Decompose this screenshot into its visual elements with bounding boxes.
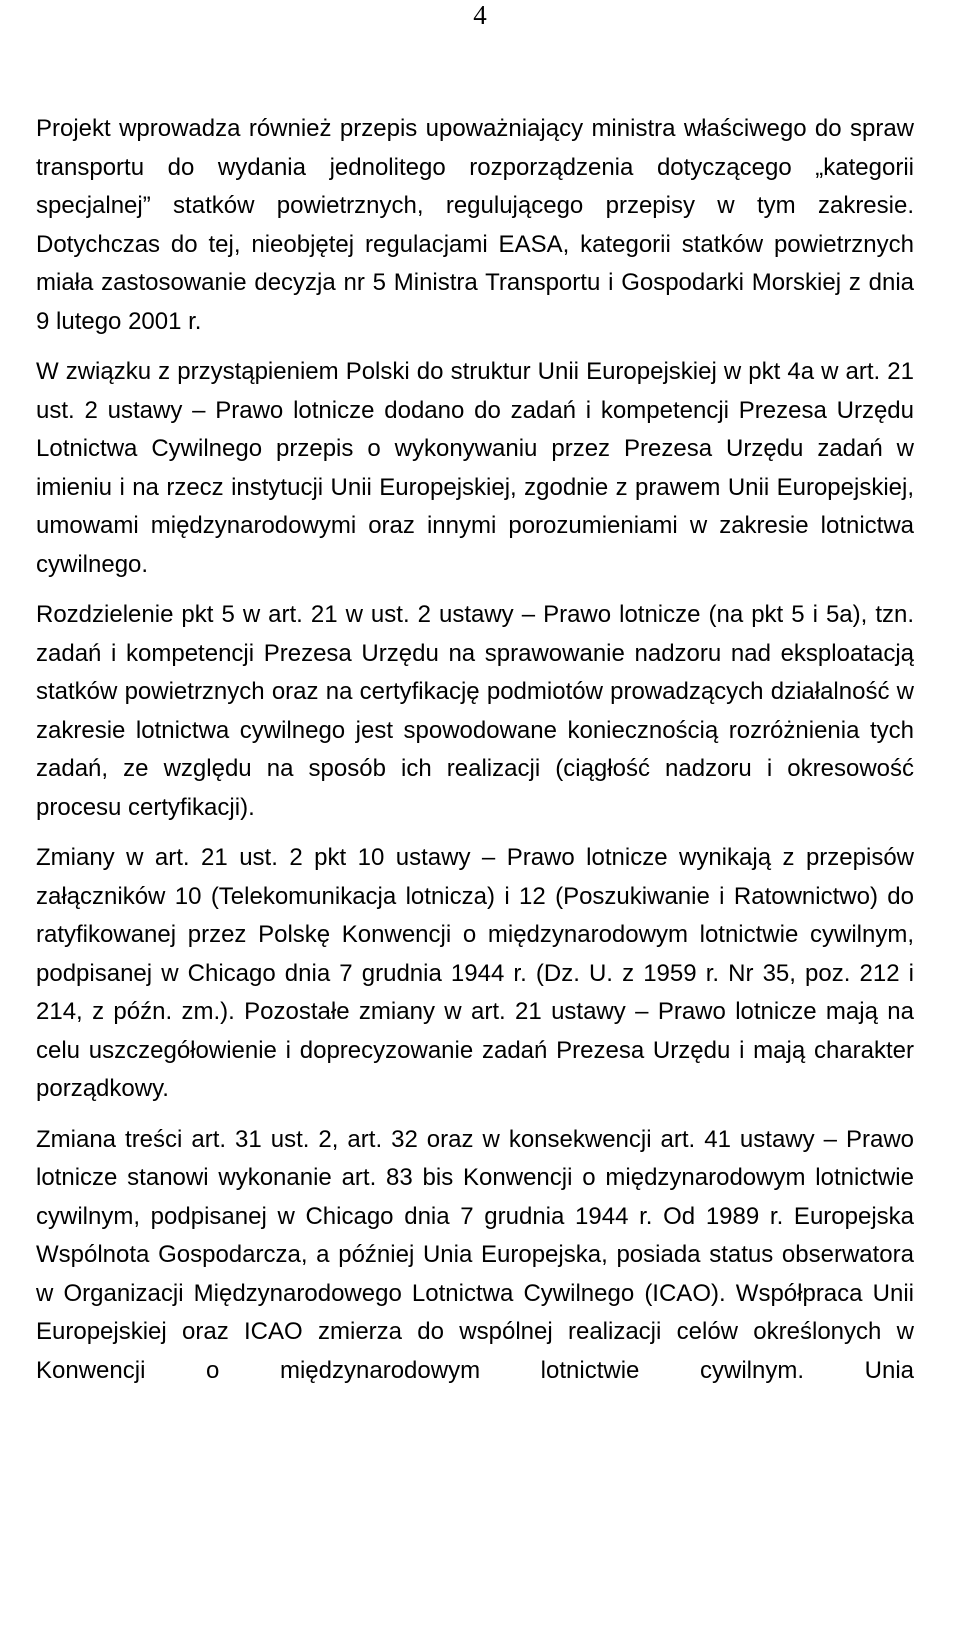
paragraph-regulation-authority: Projekt wprowadza również przepis upoważniający ministra właściwego do spraw transportu do wydania jednolitego rozporządzenia dotyczącego „kategorii specjalnej” statków powietrznych, regulującego przepisy w tym zakresie. Dotychczas do tej, nieobjętej regulacjami EASA, kategorii statków powietrznych miała zastosowanie decyzja nr 5 Ministra Transportu i Gospodarki Morskiej z dnia 9 lutego 2001 r. xyxy=(36,115,914,335)
paragraph-icao-cooperation: Zmiana treści art. 31 ust. 2, art. 32 oraz w konsekwencji art. 41 ustawy – Prawo lotnicze stanowi wykonanie art. 83 bis Konwencji o międzynarodowym lotnictwie cywilnym, podpisanej w Chicago dnia 7 grudnia 1944 r. Od 1989 r. Europejska Wspólnota Gospodarcza, a później Unia Europejska, posiada status obserwatora w Organizacji Międzynarodowego Lotnictwa Cywilnego (ICAO). Współpraca Unii Europejskiej oraz ICAO zmierza do wspólnej realizacji celów określonych w Konwencji o międzynarodowym lotnictwie cywilnym. Unia xyxy=(36,1125,914,1384)
paragraph-annex-changes: Zmiany w art. 21 ust. 2 pkt 10 ustawy – Prawo lotnicze wynikają z przepisów załączników 10 (Telekomunikacja lotnicza) i 12 (Poszukiwanie i Ratownictwo) do ratyfikowanej przez Polskę Konwencji o międzynarodowym lotnictwie cywilnym, podpisanej w Chicago dnia 7 grudnia 1944 r. (Dz. U. z 1959 r. Nr 35, poz. 212 i 214, z późn. zm.). Pozostałe zmiany w art. 21 ustawy – Prawo lotnicze mają na celu uszczegółowienie i doprecyzowanie zadań Prezesa Urzędu i mają charakter porządkowy. xyxy=(36,844,914,1102)
paragraph-supervision-split: Rozdzielenie pkt 5 w art. 21 w ust. 2 ustawy – Prawo lotnicze (na pkt 5 i 5a), tzn. zadań i kompetencji Prezesa Urzędu na sprawowanie nadzoru nad eksploatacją statków powietrznych oraz na certyfikację podmiotów prowadzących działalność w zakresie lotnictwa cywilnego jest spowodowane koniecznością rozróżnienia tych zadań, ze względu na sposób ich realizacji (ciągłość nadzoru i okresowość procesu certyfikacji). xyxy=(36,601,914,821)
page-number: 4 xyxy=(473,0,487,30)
document-body xyxy=(36,110,914,1390)
paragraph-eu-accession: W związku z przystąpieniem Polski do struktur Unii Europejskiej w pkt 4a w art. 21 ust. 2 ustawy – Prawo lotnicze dodano do zadań i kompetencji Prezesa Urzędu Lotnictwa Cywilnego przepis o wykonywaniu przez Prezesa Urzędu zadań w imieniu i na rzecz instytucji Unii Europejskiej, zgodnie z prawem Unii Europejskiej, umowami międzynarodowymi oraz innymi porozumieniami w zakresie lotnictwa cywilnego. xyxy=(36,358,914,578)
